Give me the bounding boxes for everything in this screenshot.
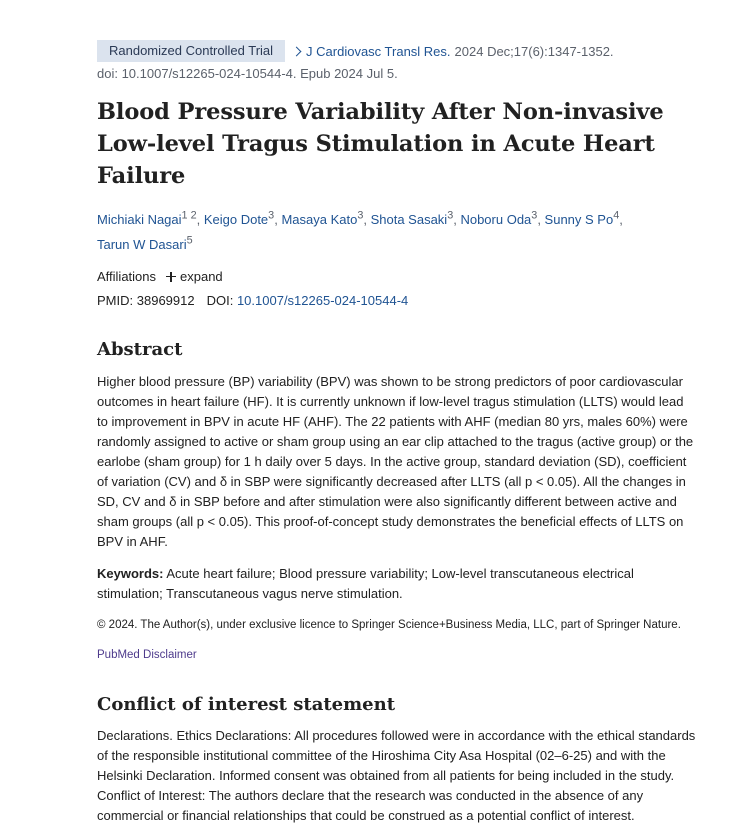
affiliations-label: Affiliations [97,268,157,284]
chevron-right-icon [292,46,302,56]
author-link[interactable]: Tarun W Dasari [97,236,187,252]
article-title: Blood Pressure Variability After Non-invasive Low-level Tragus Stimulation in Acute Heart Failure [97,99,664,189]
conflict-of-interest-text: Declarations. Ethics Declarations: All procedures followed were in accordance with the ethical standards of the responsible institutional committee of the Hiroshima City Asa Hospital (02–6-25) and with the Helsinki Declaration. Informed consent was obtained from all patients for being included in the study. Conflict of Interest: The authors declare that the research was conducted in the absence of any commercial or financial relationships that could be construed as a potential conflict of interest. [97,727,696,823]
author-item [460,212,544,227]
affiliations-expand-button[interactable]: expand [180,268,223,284]
doi-link[interactable]: 10.1007/s12265-024-10544-4 [236,292,409,308]
author-separator: , [274,212,282,228]
author-item [204,212,282,227]
keywords [97,564,697,604]
author-item [371,212,461,227]
author-link[interactable]: Sunny S Po [544,212,614,228]
journal-link[interactable]: J Cardiovasc Transl Res. [306,43,451,59]
citation-date: 2024 Dec;17(6):1347-1352. [454,43,614,59]
publication-type-badge[interactable]: Randomized Controlled Trial [97,40,285,62]
author-link[interactable]: Shota Sasaki [370,212,448,228]
author-item [97,234,193,252]
pubmed-disclaimer-link[interactable]: PubMed Disclaimer [97,648,197,661]
affiliation-ref[interactable]: 3 [531,210,538,222]
abstract-text: Higher blood pressure (BP) variability (BPV) was shown to be strong predictors of poor cardiovascular outcomes in heart failure (HF). It is currently unknown if low-level tragus stimulation (LLTS) would lead to improvement in BPV in acute HF (AHF). The 22 patients with AHF (median 80 yrs, males 60%) were randomly assigned to active or sham group using an ear clip attached to the tragus (active group) or the earlobe (sham group) for 1 h daily over 5 days. In the active group, standard deviation (SD), coefficient of variation (CV) and δ in SBP were significantly decreased after LLTS (all p < 0.05). All the changes in SD, CV and δ in SBP before and after stimulation were also significantly different between active and sham groups (all p < 0.05). This proof-of-concept study demonstrates the beneficial effects of LLTS on BPV in AHF. [97,373,694,549]
author-item [281,212,370,227]
author-link[interactable]: Keigo Dote [203,212,269,228]
plus-icon[interactable] [166,272,176,282]
author-separator: , [619,212,623,228]
affiliation-ref[interactable]: 5 [186,234,193,247]
identifiers-row [97,291,697,311]
citation-doi-epub: doi: 10.1007/s12265-024-10544-4. Epub 2024 Jul 5. [97,66,398,81]
author-separator: , [363,212,371,228]
conflict-of-interest-heading: Conflict of interest statement [97,693,396,715]
author-separator: , [453,212,461,228]
affiliation-ref[interactable]: 4 [613,210,620,222]
author-link[interactable]: Michiaki Nagai [97,212,182,228]
affiliation-ref[interactable]: 3 [357,210,364,222]
citation-row [97,40,697,62]
author-item [97,212,204,227]
affiliations-row [97,267,697,287]
author-separator: , [196,212,204,228]
abstract-heading: Abstract [97,338,183,360]
affiliation-ref[interactable]: 1 2 [181,210,197,222]
keywords-label: Keywords: [97,565,164,581]
author-link[interactable]: Noboru Oda [460,212,532,228]
pmid-value: 38969912 [136,292,195,308]
author-link[interactable]: Masaya Kato [281,212,358,228]
affiliation-ref[interactable]: 3 [268,210,275,222]
copyright-notice: © 2024. The Author(s), under exclusive licence to Springer Science+Business Media, LLC, part of Springer Nature. [97,618,681,631]
author-item [545,212,623,227]
keywords-list: Acute heart failure; Blood pressure variability; Low-level transcutaneous electrical stimulation; Transcutaneous vagus nerve stimulation. [97,565,634,601]
pmid-label: PMID: [97,292,134,308]
author-separator: , [537,212,545,228]
author-list [97,206,697,255]
doi-label: DOI: [206,292,234,308]
affiliation-ref[interactable]: 3 [447,210,454,222]
article-page [97,40,697,826]
